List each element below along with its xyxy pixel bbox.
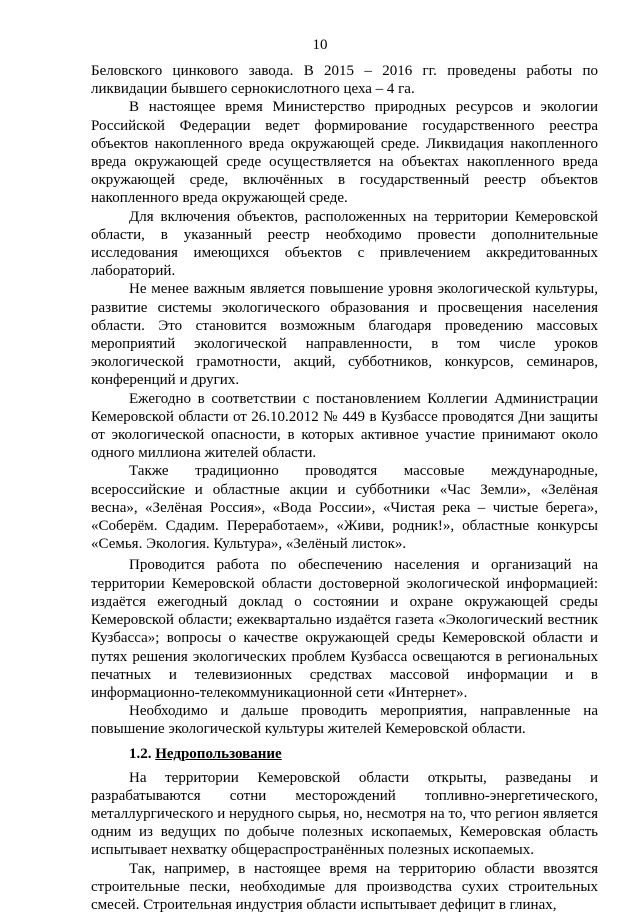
paragraph-protection-days: Ежегодно в соответствии с постановлением Коллегии Администрации Кемеровской области от 26.10.2012 № 449 в Кузбассе проводятся Дни защиты от экологической опасности, в которых активное участие принимают около одного миллиона жителей области. — [91, 390, 598, 462]
paragraph-further-measures: Необходимо и дальше проводить мероприятия, направленные на повышение экологической культуры жителей Кемеровской области. — [91, 703, 598, 738]
section-title: Недропользование — [155, 745, 282, 762]
page-number: 10 — [312, 37, 328, 53]
paragraph-ecological-information: Проводится работа по обеспечению населения и организаций на территории Кемеровской области достоверной экологической информацией: издаётся ежегодный доклад о состоянии и охране окружающей среды Кемеровской области; ежеквартально издаётся газета «Экологический вестник Кузбасса»; вопросы о качестве окружающей среды Кемеровской области и путях решения экологических проблем Кузбасса освещаются в региональных печатных и телевизионных средствах массовой информации и в информационно-телекоммуникационной сети «Интернет». — [91, 557, 598, 701]
paragraph-mineral-deposits: На территории Кемеровской области открыты, разведаны и разрабатываются сотни месторождений топливно-энергетического, металлургического и нерудного сырья, но, несмотря на то, что регион является одним из ведущих по добыче полезных ископаемых, Кемеровская область испытывает нехватку общераспространённых полезных ископаемых. — [91, 769, 598, 859]
paragraph-registry-inclusion: Для включения объектов, расположенных на территории Кемеровской области, в указанный реестр необходимо провести дополнительные исследования имеющихся объектов с привлечением аккредитованных лабораторий. — [91, 208, 598, 280]
paragraph-ecological-culture: Не менее важным является повышение уровня экологической культуры, развитие системы экологического образования и просвещения населения области. Это становится возможным благодаря проведению массовых мероприятий экологической направленности, в том числе уроков экологической грамотности, акций, субботников, конкурсов, семинаров, конференций и других. — [91, 281, 598, 389]
paragraph-construction-sands: Так, например, в настоящее время на территорию области ввозятся строительные пески, необходимые для производства сухих строительных смесей. Строительная индустрия области испытывает дефицит в глинах, — [91, 860, 598, 913]
paragraph-mass-actions: Также традиционно проводятся массовые международные, всероссийские и областные акции и субботники «Час Земли», «Зелёная весна», «Зелёная Россия», «Вода России», «Чистая река – чистые берега», «Соберём. Сдадим. Переработаем», «Живи, родник!», областные конкурсы «Семья. Экология. Культура», «Зелёный листок». — [91, 463, 598, 553]
section-heading — [91, 745, 598, 763]
paragraph-continuation: Беловского цинкового завода. В 2015 – 2016 гг. проведены работы по ликвидации бывшего сернокислотного цеха – 4 га. — [91, 63, 598, 98]
section-number: 1.2. — [129, 745, 152, 762]
document-body — [91, 62, 598, 914]
paragraph-accumulated-harm-registry: В настоящее время Министерство природных ресурсов и экологии Российской Федерации ведет формирование государственного реестра объектов накопленного вреда окружающей среде. Ликвидация накопленного вреда окружающей среде осуществляется на объектах накопленного вреда окружающей среде, включённых в государственный реестр объектов накопленного вреда окружающей среде. — [91, 99, 598, 207]
